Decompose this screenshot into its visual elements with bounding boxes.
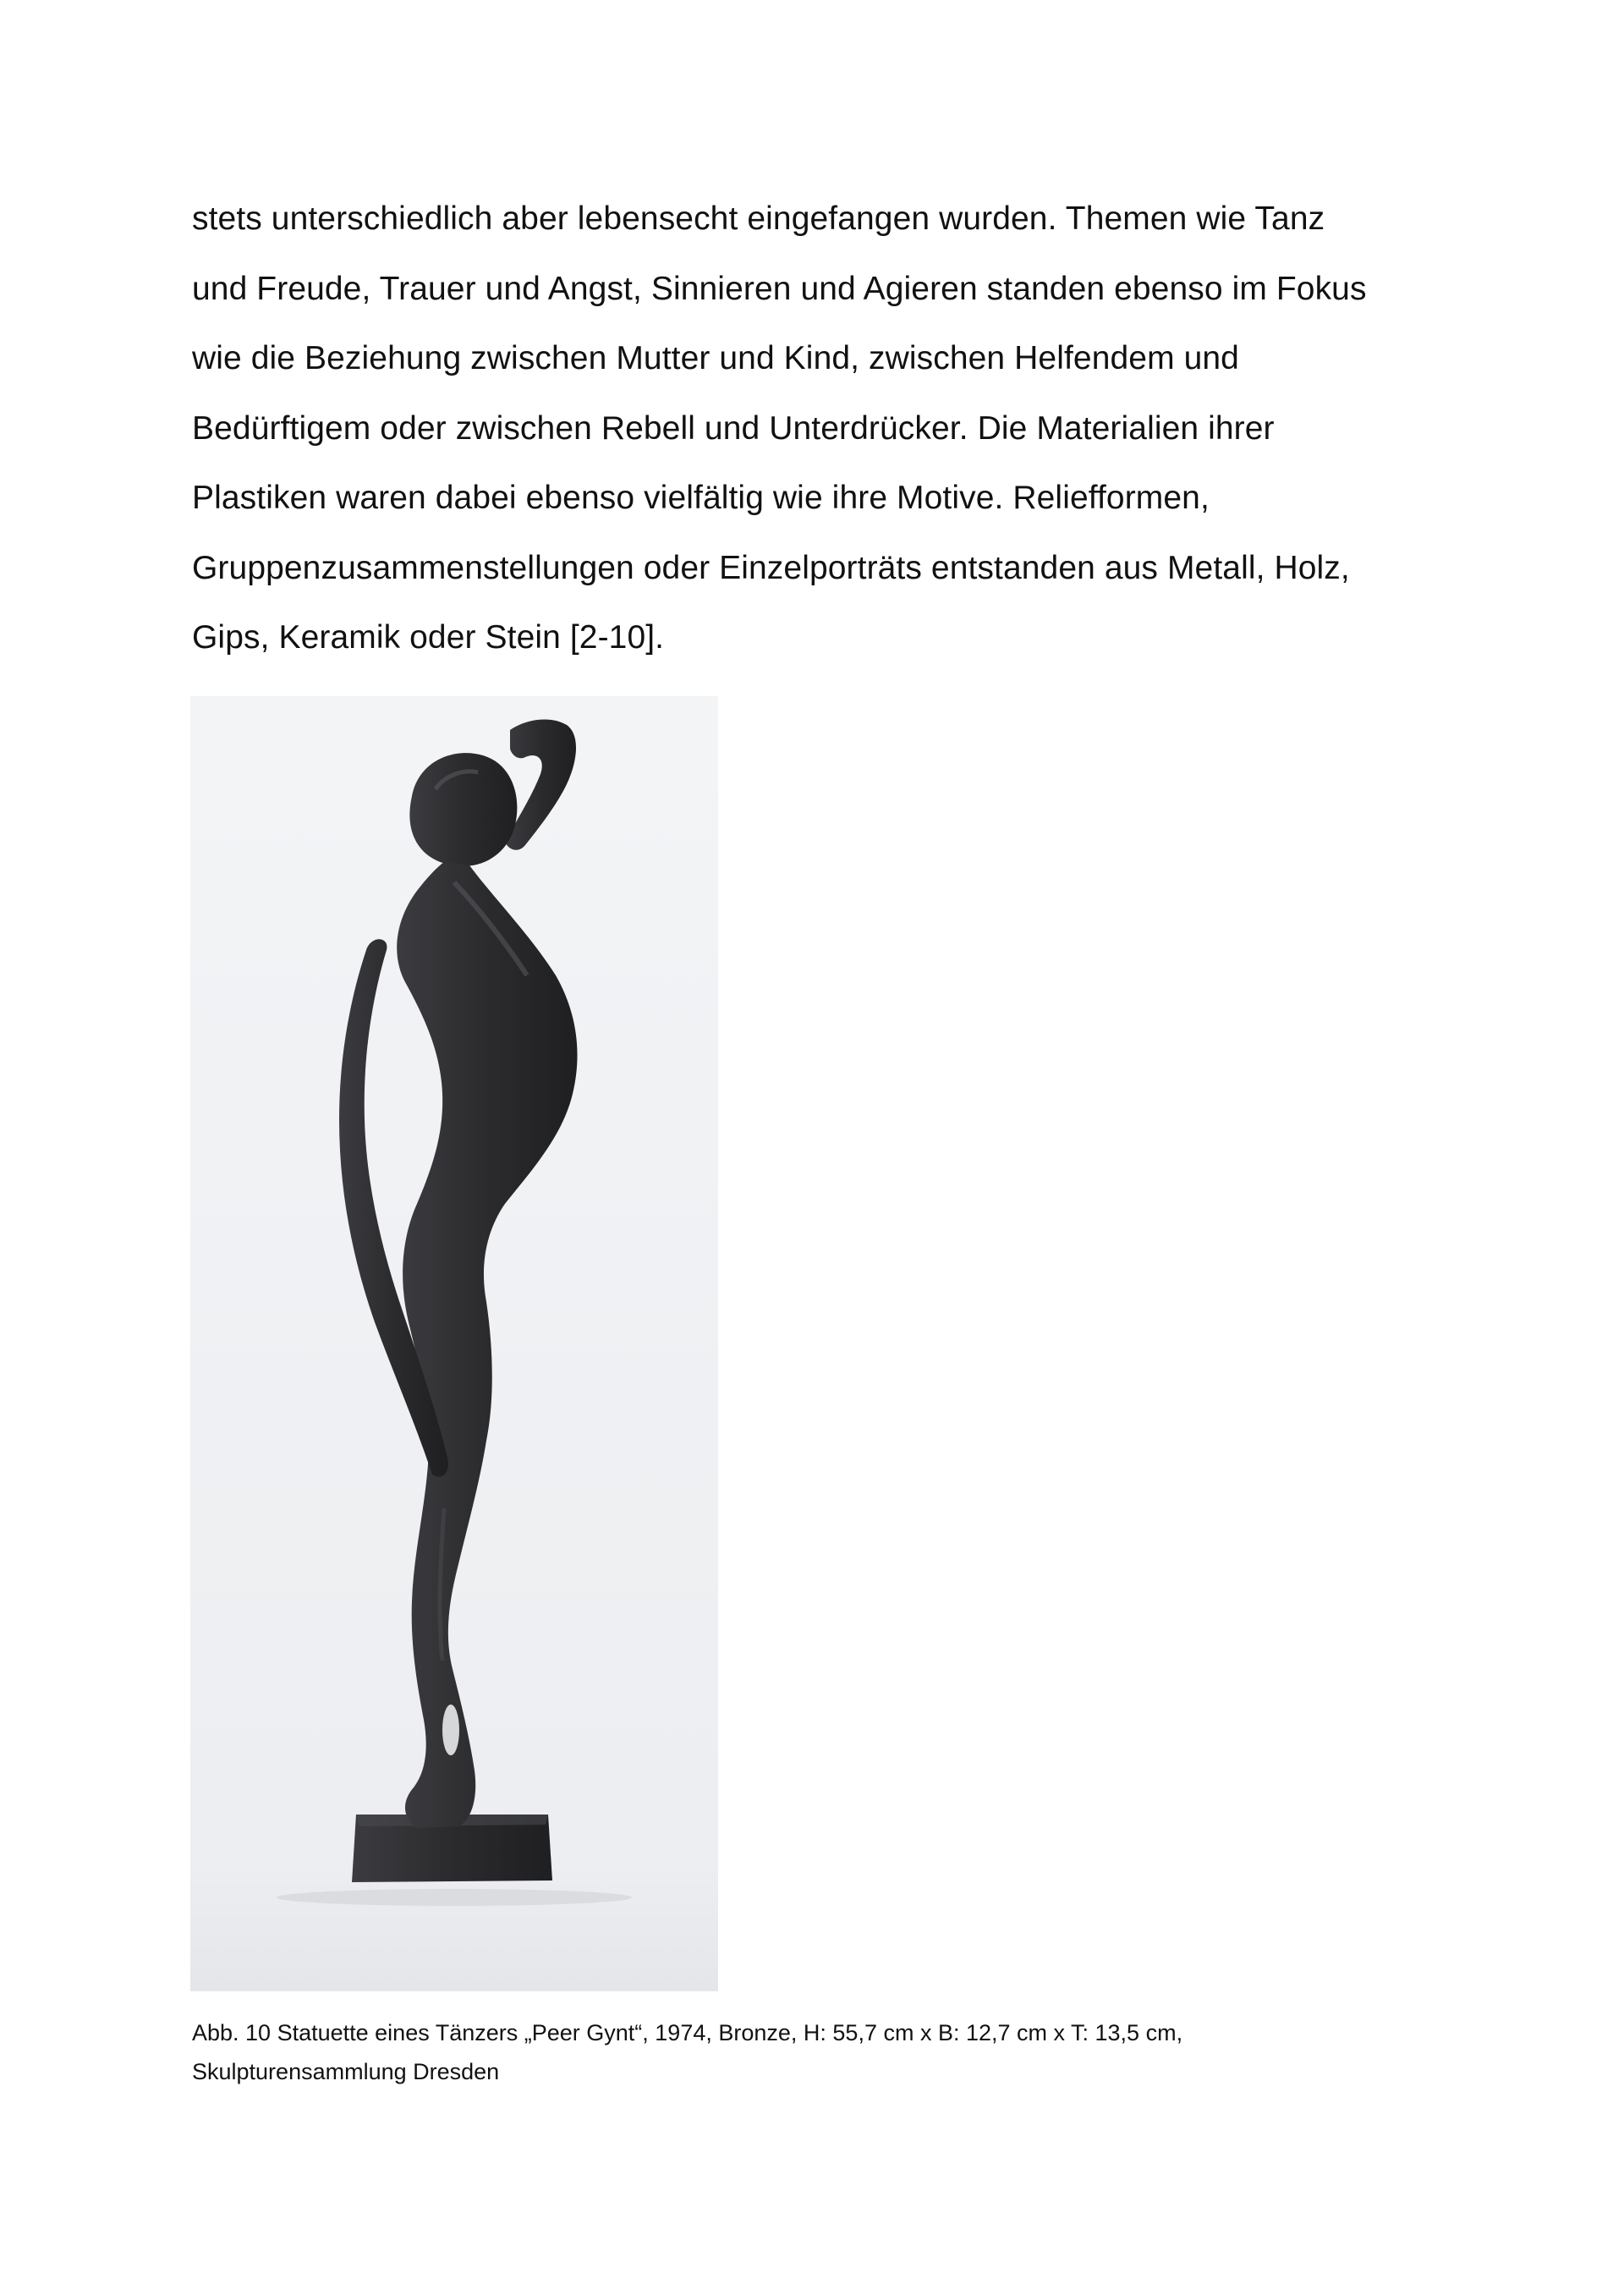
sculpture-photo	[190, 696, 718, 1991]
body-line: Gips, Keramik oder Stein [2-10].	[192, 619, 665, 656]
figure-caption	[192, 2013, 1444, 2091]
body-line: Plastiken waren dabei ebenso vielfältig wie ihre Motive. Reliefformen,	[192, 480, 1210, 516]
sculpture-illustration	[190, 696, 718, 1991]
caption-line: Abb. 10 Statuette eines Tänzers „Peer Gynt“, 1974, Bronze, H: 55,7 cm x B: 12,7 cm x T: 13,5 cm,	[192, 2020, 1183, 2045]
body-paragraph	[192, 184, 1444, 673]
body-line: und Freude, Trauer und Angst, Sinnieren und Agieren standen ebenso im Fokus	[192, 270, 1367, 307]
caption-line: Skulpturensammlung Dresden	[192, 2059, 500, 2084]
body-line: stets unterschiedlich aber lebensecht eingefangen wurden. Themen wie Tanz	[192, 200, 1325, 237]
body-line: Bedürftigem oder zwischen Rebell und Unterdrücker. Die Materialien ihrer	[192, 409, 1275, 447]
body-line: wie die Beziehung zwischen Mutter und Kind, zwischen Helfendem und	[192, 340, 1239, 376]
body-line: Gruppenzusammenstellungen oder Einzelporträts entstanden aus Metall, Holz,	[192, 549, 1350, 586]
